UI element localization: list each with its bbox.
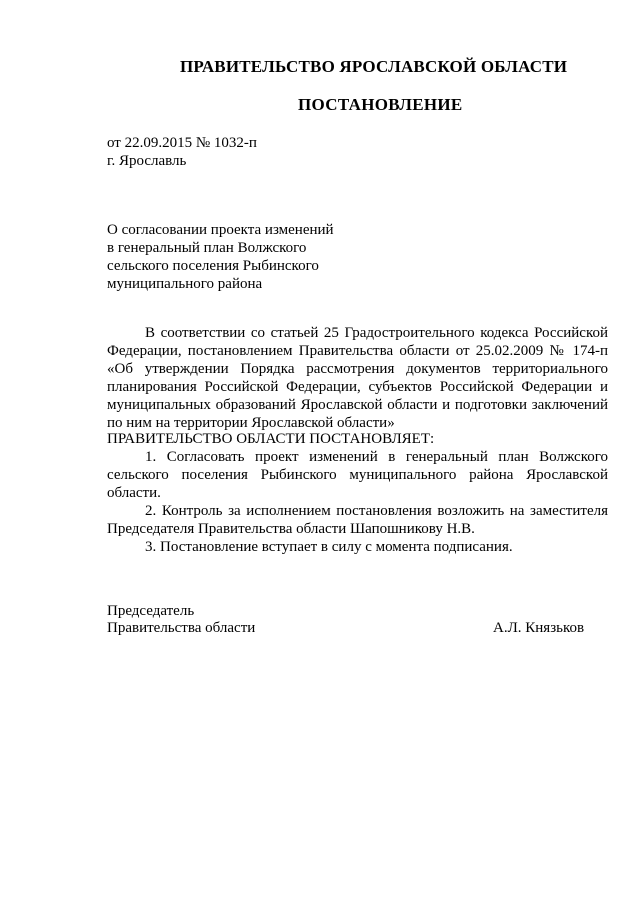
preamble-line: планирования Российской Федерации, субъектов Российской Федерации и [107, 379, 608, 395]
item-line: 2. Контроль за исполнением постановления возложить на заместителя [145, 503, 608, 519]
item-line: 3. Постановление вступает в силу с момента подписания. [145, 539, 513, 555]
preamble-line: по ним на территории Ярославской области» [107, 415, 395, 431]
subject-line: в генеральный план Волжского [107, 240, 307, 256]
item-line: 1. Согласовать проект изменений в генеральный план Волжского [145, 449, 608, 465]
preamble-line: Федерации, постановлением Правительства области от 25.02.2009 № 174-п [107, 343, 608, 359]
signatory-position: Правительства области [107, 620, 256, 636]
subject-line: сельского поселения Рыбинского [107, 258, 319, 274]
item-line: сельского поселения Рыбинского муниципального района Ярославской [107, 467, 608, 483]
document-date-number: от 22.09.2015 № 1032-п [107, 135, 257, 151]
preamble-line: муниципальных образований Ярославской области и подготовки заключений [107, 397, 608, 413]
signatory-position: Председатель [107, 603, 195, 619]
item-line: Председателя Правительства области Шапошникову Н.В. [107, 521, 475, 537]
document-city: г. Ярославль [107, 153, 187, 169]
preamble-line: «Об утверждении Порядка рассмотрения документов территориального [107, 361, 608, 377]
subject-line: О согласовании проекта изменений [107, 222, 334, 238]
preamble-line: В соответствии со статьей 25 Градостроительного кодекса Российской [145, 325, 608, 341]
document-type-title: ПОСТАНОВЛЕНИЕ [298, 95, 463, 114]
resolves-statement: ПРАВИТЕЛЬСТВО ОБЛАСТИ ПОСТАНОВЛЯЕТ: [107, 431, 435, 447]
government-title: ПРАВИТЕЛЬСТВО ЯРОСЛАВСКОЙ ОБЛАСТИ [180, 57, 568, 76]
subject-line: муниципального района [107, 276, 263, 292]
signatory-name: А.Л. Князьков [493, 620, 585, 636]
item-line: области. [107, 485, 161, 501]
